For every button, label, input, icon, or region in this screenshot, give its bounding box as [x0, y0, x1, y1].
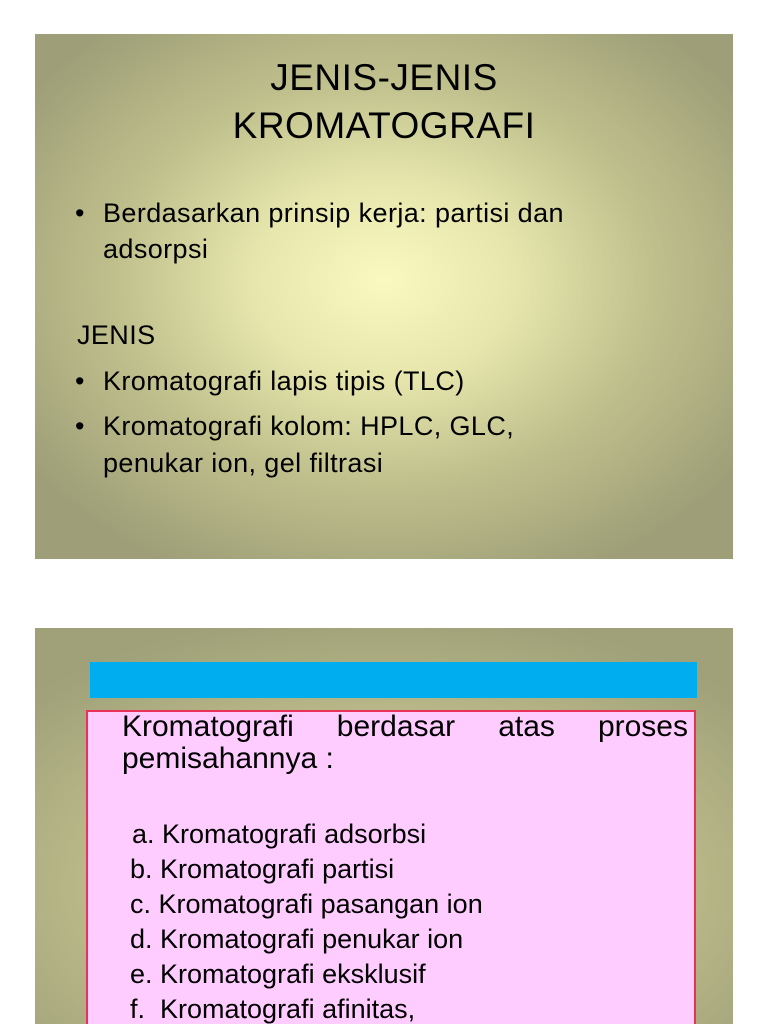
jenis-heading: JENIS	[77, 320, 156, 350]
bullet-3-line-1: Kromatografi kolom: HPLC, GLC,	[103, 411, 515, 441]
bullet-3-symbol: •	[75, 411, 85, 441]
list-item-b: b. Kromatografi partisi	[130, 854, 395, 884]
bullet-1-symbol: •	[75, 198, 85, 228]
slide-title	[35, 54, 733, 150]
slide-proses-pemisahan	[35, 628, 733, 1024]
list-item-f: f. Kromatografi afinitas,	[130, 994, 416, 1024]
bullet-2-symbol: •	[75, 366, 85, 396]
list-item-c: c. Kromatografi pasangan ion	[130, 889, 483, 919]
list-item-a: a. Kromatografi adsorbsi	[132, 819, 427, 849]
content-box	[86, 710, 696, 1024]
intro-line-1: Kromatografi berdasar atas proses	[122, 710, 688, 743]
bullet-3-line-2: penukar ion, gel filtrasi	[103, 448, 384, 478]
blue-title-bar	[90, 662, 697, 698]
bullet-2-text: Kromatografi lapis tipis (TLC)	[103, 366, 465, 396]
bullet-1-line-2: adsorpsi	[103, 234, 209, 264]
slide-title-line-1: JENIS-JENIS	[270, 57, 498, 98]
list-item-d: d. Kromatografi penukar ion	[130, 924, 464, 954]
list-item-e: e. Kromatografi eksklusif	[130, 959, 426, 989]
bullet-1-line-1: Berdasarkan prinsip kerja: partisi dan	[103, 198, 564, 228]
slide-jenis-kromatografi	[35, 34, 733, 559]
intro-line-2: pemisahannya :	[122, 742, 334, 775]
slide-title-line-2: KROMATOGRAFI	[232, 105, 536, 146]
